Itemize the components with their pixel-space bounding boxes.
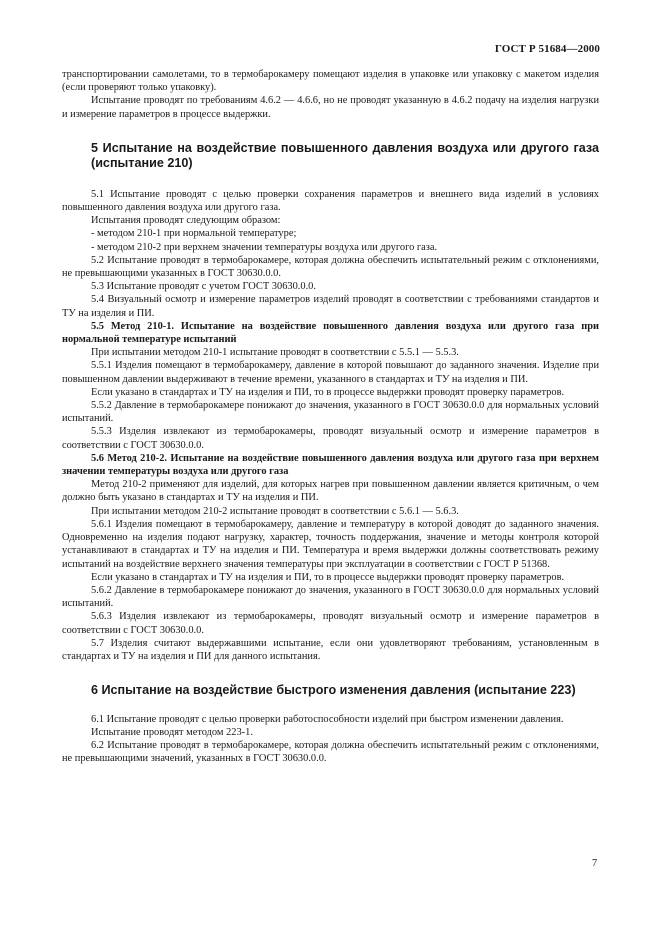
clause-5-5-3: 5.5.3 Изделия извлекают из термобарокамеры, проводят визуальный осмотр и измерение параметров в соответствии с ГОСТ 30630.0.0. (62, 426, 599, 451)
page-number: 7 (592, 858, 598, 869)
clause-5-5-heading: 5.5 Метод 210-1. Испытание на воздействие повышенного давления воздуха или другого газа при нормальной температуре испытаний (62, 320, 599, 346)
clause-5-4: 5.4 Визуальный осмотр и измерение параметров изделий проводят в соответствии с требованиями стандартов и ТУ на изделия и ПИ. (62, 294, 599, 319)
clause-5-6-heading: 5.6 Метод 210-2. Испытание на воздействие повышенного давления воздуха или другого газа при верхнем значении температуры воздуха или другого газа (62, 452, 599, 478)
clause-5-6-1: 5.6.1 Изделия помещают в термобарокамеру, давление и температуру в которой доводят до заданного значения. Одновременно на изделия подают нагрузку, характер, точность поддержания, значение и методы контроля которой устанавливают в стандартах и ТУ на изделия и ПИ. Температура и время выдержки должны соответствовать режиму испытаний на воздействие верхнего значения температуры при эксплуатации в соответствии с ГОСТ Р 51368. (62, 518, 599, 570)
paragraph: Испытание проводят по требованиям 4.6.2 — 4.6.6, но не проводят указанную в 4.6.2 подачу на изделия нагрузки и измерение параметров в процессе выдержки. (62, 95, 599, 120)
paragraph: При испытании методом 210-2 испытание проводят в соответствии с 5.6.1 — 5.6.3. (91, 505, 459, 517)
clause-5-2: 5.2 Испытание проводят в термобарокамере, которая должна обеспечить испытательный режим с отклонениями, не превышающими указанных в ГОСТ 30630.0.0. (62, 254, 599, 280)
paragraph: Если указано в стандартах и ТУ на изделия и ПИ, то в процессе выдержки проводят проверку параметров. (91, 386, 565, 398)
section-5-heading: 5 Испытание на воздействие повышенного давления воздуха или другого газа (испытание 210) (91, 140, 599, 171)
clause-5-7: 5.7 Изделия считают выдержавшими испытание, если они удовлетворяют требованиям, установленным в стандартах и ТУ на изделия и ПИ для данного испытания. (62, 637, 599, 662)
paragraph: Испытания проводят следующим образом: (91, 215, 281, 227)
paragraph: транспортировании самолетами, то в термобарокамеру помещают изделия в упаковке или упаковку с макетом изделия (если проверяют только упаковку). (62, 69, 599, 94)
list-item: - методом 210-1 при нормальной температуре; (91, 228, 297, 240)
clause-5-6-2: 5.6.2 Давление в термобарокамере понижают до значения, указанного в ГОСТ 30630.0.0 для нормальных условий испытаний. (62, 584, 599, 610)
section-6-heading: 6 Испытание на воздействие быстрого изменения давления (испытание 223) (91, 683, 576, 698)
clause-6-1: 6.1 Испытание проводят с целью проверки работоспособности изделий при быстром изменении давления. (91, 713, 564, 725)
clause-5-5-1: 5.5.1 Изделия помещают в термобарокамеру, давление в которой повышают до заданного значения. Изделие при повышенном давлении выдерживают в течение времени, указанного в стандартах и ТУ на изделия и ПИ. (62, 360, 599, 385)
clause-5-5-2: 5.5.2 Давление в термобарокамере понижают до значения, указанного в ГОСТ 30630.0.0 для нормальных условий испытаний. (62, 400, 599, 425)
document-header-code: ГОСТ Р 51684—2000 (494, 43, 600, 55)
paragraph: Если указано в стандартах и ТУ на изделия и ПИ, то в процессе выдержки проводят проверку параметров. (91, 571, 565, 583)
clause-6-2: 6.2 Испытание проводят в термобарокамере, которая должна обеспечить испытательный режим с отклонениями, не превышающими значений, указанных в ГОСТ 30630.0.0. (62, 740, 599, 765)
paragraph: Испытание проводят методом 223-1. (91, 726, 253, 738)
clause-5-1: 5.1 Испытание проводят с целью проверки сохранения параметров и внешнего вида изделий в условиях повышенного давления воздуха или другого газа. (62, 188, 599, 214)
list-item: - методом 210-2 при верхнем значении температуры воздуха или другого газа. (91, 241, 438, 253)
paragraph: При испытании методом 210-1 испытание проводят в соответствии с 5.5.1 — 5.5.3. (91, 347, 459, 359)
clause-5-3: 5.3 Испытание проводят с учетом ГОСТ 30630.0.0. (91, 281, 316, 293)
clause-5-6-3: 5.6.3 Изделия извлекают из термобарокамеры, проводят визуальный осмотр и измерение параметров в соответствии с ГОСТ 30630.0.0. (62, 611, 599, 636)
document-body (62, 68, 599, 765)
paragraph: Метод 210-2 применяют для изделий, для которых нагрев при повышенном давлении является критичным, о чем должно быть указано в стандартах и ТУ на изделия и ПИ. (62, 479, 599, 504)
